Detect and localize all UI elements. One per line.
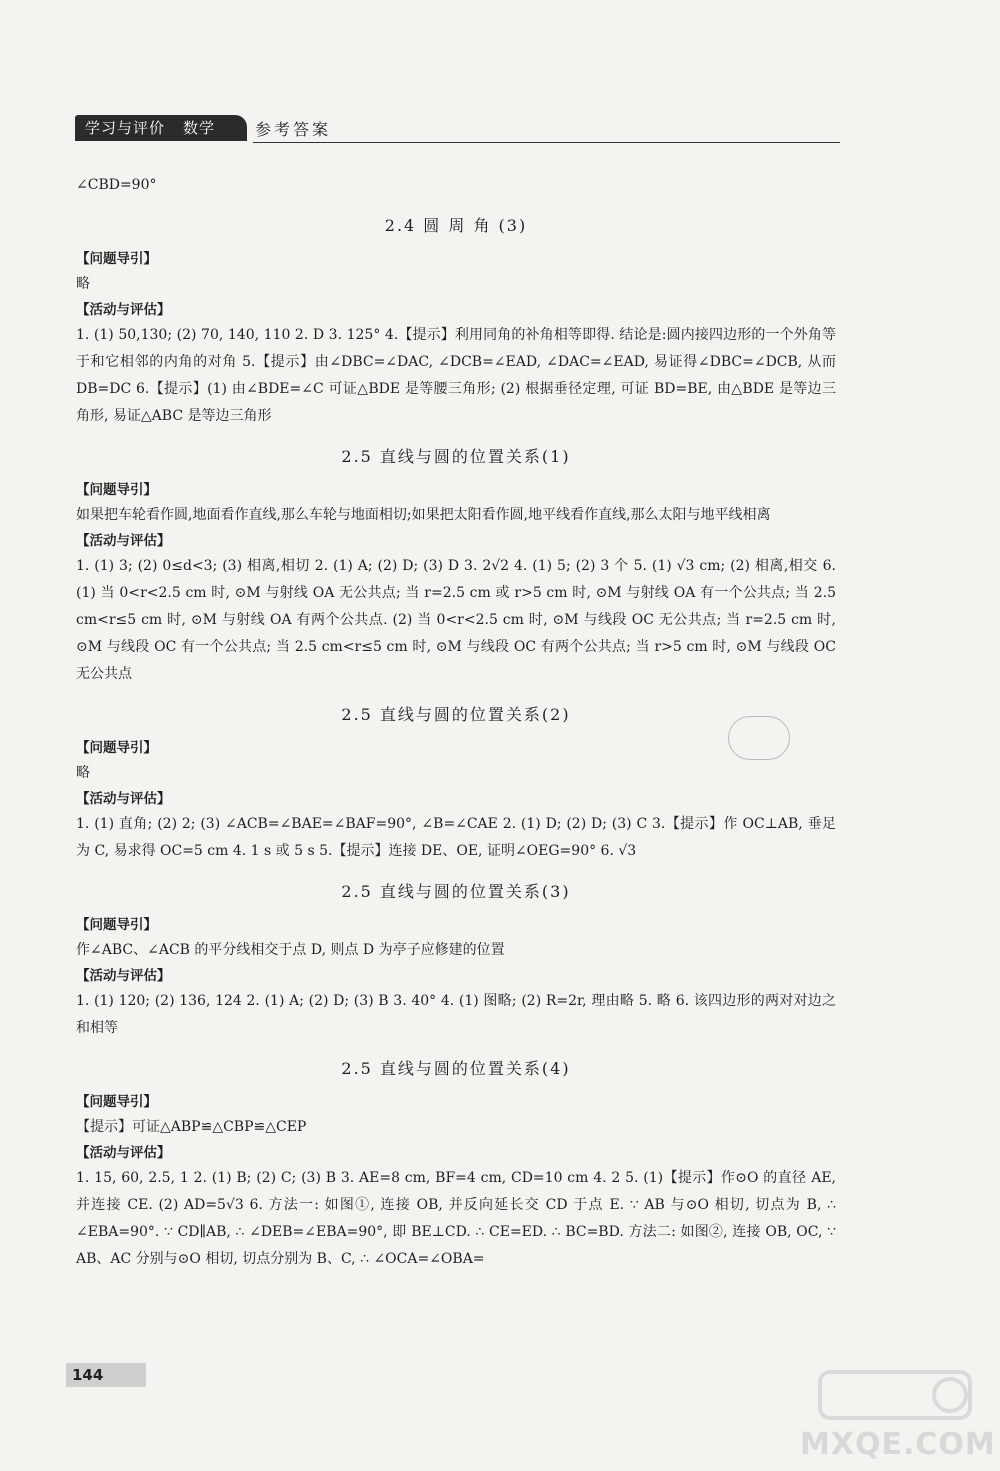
section-title: 2.5 直线与圆的位置关系(4) (341, 1059, 571, 1078)
question-label: 【问题导引】 (76, 251, 157, 267)
question-label: 【问题导引】 (76, 482, 157, 498)
header-rule (253, 142, 840, 143)
activity-label: 【活动与评估】 (76, 533, 171, 549)
activity-label: 【活动与评估】 (76, 302, 171, 318)
watermark-logo (790, 1358, 996, 1468)
question-text: 【提示】可证△ABP≌△CBP≌△CEP (76, 1119, 307, 1135)
watermark-icon (790, 1358, 990, 1428)
activity-text: 1. (1) 直角; (2) 2; (3) ∠ACB=∠BAE=∠BAF=90°, ∠B=∠CAE 2. (1) D; (2) D; (3) C 3.【提示】作 OC⊥AB, 垂足为 C, 易求得 OC=5 cm 4. 1 s 或 5 s 5.【提示】连接 DE、OE, 证明∠OEG=90° 6. √3 (76, 816, 836, 859)
activity-label: 【活动与评估】 (76, 968, 171, 984)
activity-text: 1. 15, 60, 2.5, 1 2. (1) B; (2) C; (3) B 3. AE=8 cm, BF=4 cm, CD=10 cm 4. 2 5. (1)【提示】作⊙O 的直径 AE, 并连接 CE. (2) AD=5√3 6. 方法一: 如图①, 连接 OB, 并反向延长交 CD 于点 E. ∵ AB 与⊙O 相切, 切点为 B, ∴ ∠EBA=90°. ∵ CD∥AB, ∴ ∠DEB=∠EBA=90°, 即 BE⊥CD. ∴ CE=ED. ∴ BC=BD. 方法二: 如图②, 连接 OB, OC, ∵ AB、AC 分别与⊙O 相切, 切点分别为 B、C, ∴ ∠OCA=∠OBA= (76, 1170, 836, 1267)
subject-name: 数学 (183, 119, 216, 137)
activity-label: 【活动与评估】 (76, 791, 171, 807)
section-2-5-4 (76, 1055, 836, 1273)
activity-text: 1. (1) 50,130; (2) 70, 140, 110 2. D 3. 125° 4.【提示】利用同角的补角相等即得. 结论是:圆内接四边形的一个外角等于和它相邻的内角的对角 5.【提示】由∠DBC=∠DAC, ∠DCB=∠EAD, ∠DAC=∠EAD, 易证得∠DBC=∠DCB, 从而 DB=DC 6.【提示】(1) 由∠BDE=∠C 可证△BDE 是等腰三角形; (2) 根据垂径定理, 可证 BD=BE, 由△BDE 是等边三角形, 易证△ABC 是等边三角形 (76, 327, 836, 424)
book-name: 学习与评价 (85, 119, 166, 137)
book-tab (75, 115, 247, 141)
section-title: 2.5 直线与圆的位置关系(3) (341, 882, 571, 901)
section-title: 2.4 圆 周 角 (3) (384, 216, 528, 235)
section-2-5-2 (76, 701, 836, 865)
question-label: 【问题导引】 (76, 740, 157, 756)
activity-text: 1. (1) 3; (2) 0≤d<3; (3) 相离,相切 2. (1) A; (2) D; (3) D 3. 2√2 4. (1) 5; (2) 3 个 5. (1) √3 cm; (2) 相离,相交 6. (1) 当 0<r<2.5 cm 时, ⊙M 与射线 OA 无公共点; 当 r=2.5 cm 或 r>5 cm 时, ⊙M 与射线 OA 有一个公共点; 当 2.5 cm<r≤5 cm 时, ⊙M 与射线 OA 有两个公共点. (2) 当 0<r<2.5 cm 时, ⊙M 与线段 OC 无公共点; 当 r=2.5 cm 时, ⊙M 与线段 OC 有一个公共点; 当 2.5 cm<r≤5 cm 时, ⊙M 与线段 OC 有两个公共点; 当 r>5 cm 时, ⊙M 与线段 OC 无公共点 (76, 558, 836, 682)
page-content (76, 172, 836, 1273)
continued-line: ∠CBD=90° (76, 177, 157, 193)
page-header (75, 111, 840, 145)
page-number: 144 (66, 1363, 146, 1387)
section-2-5-1 (76, 443, 836, 688)
activity-label: 【活动与评估】 (76, 1145, 171, 1161)
question-label: 【问题导引】 (76, 917, 157, 933)
header-title: 参考答案 (255, 120, 332, 139)
faint-stamp (728, 716, 790, 760)
question-text: 作∠ABC、∠ACB 的平分线相交于点 D, 则点 D 为亭子应修建的位置 (76, 942, 505, 958)
question-text: 略 (76, 765, 90, 781)
section-title: 2.5 直线与圆的位置关系(1) (341, 447, 571, 466)
question-text: 如果把车轮看作圆,地面看作直线,那么车轮与地面相切;如果把太阳看作圆,地平线看作直线,那么太阳与地平线相离 (76, 507, 771, 523)
question-label: 【问题导引】 (76, 1094, 157, 1110)
section-2-4-3 (76, 212, 836, 430)
activity-text: 1. (1) 120; (2) 136, 124 2. (1) A; (2) D; (3) B 3. 40° 4. (1) 图略; (2) R=2r, 理由略 5. 略 6. 该四边形的两对对边之和相等 (76, 993, 836, 1036)
question-text: 略 (76, 276, 90, 292)
watermark-text: MXQE.COM (800, 1427, 996, 1462)
section-2-5-3 (76, 878, 836, 1042)
section-title: 2.5 直线与圆的位置关系(2) (341, 705, 571, 724)
